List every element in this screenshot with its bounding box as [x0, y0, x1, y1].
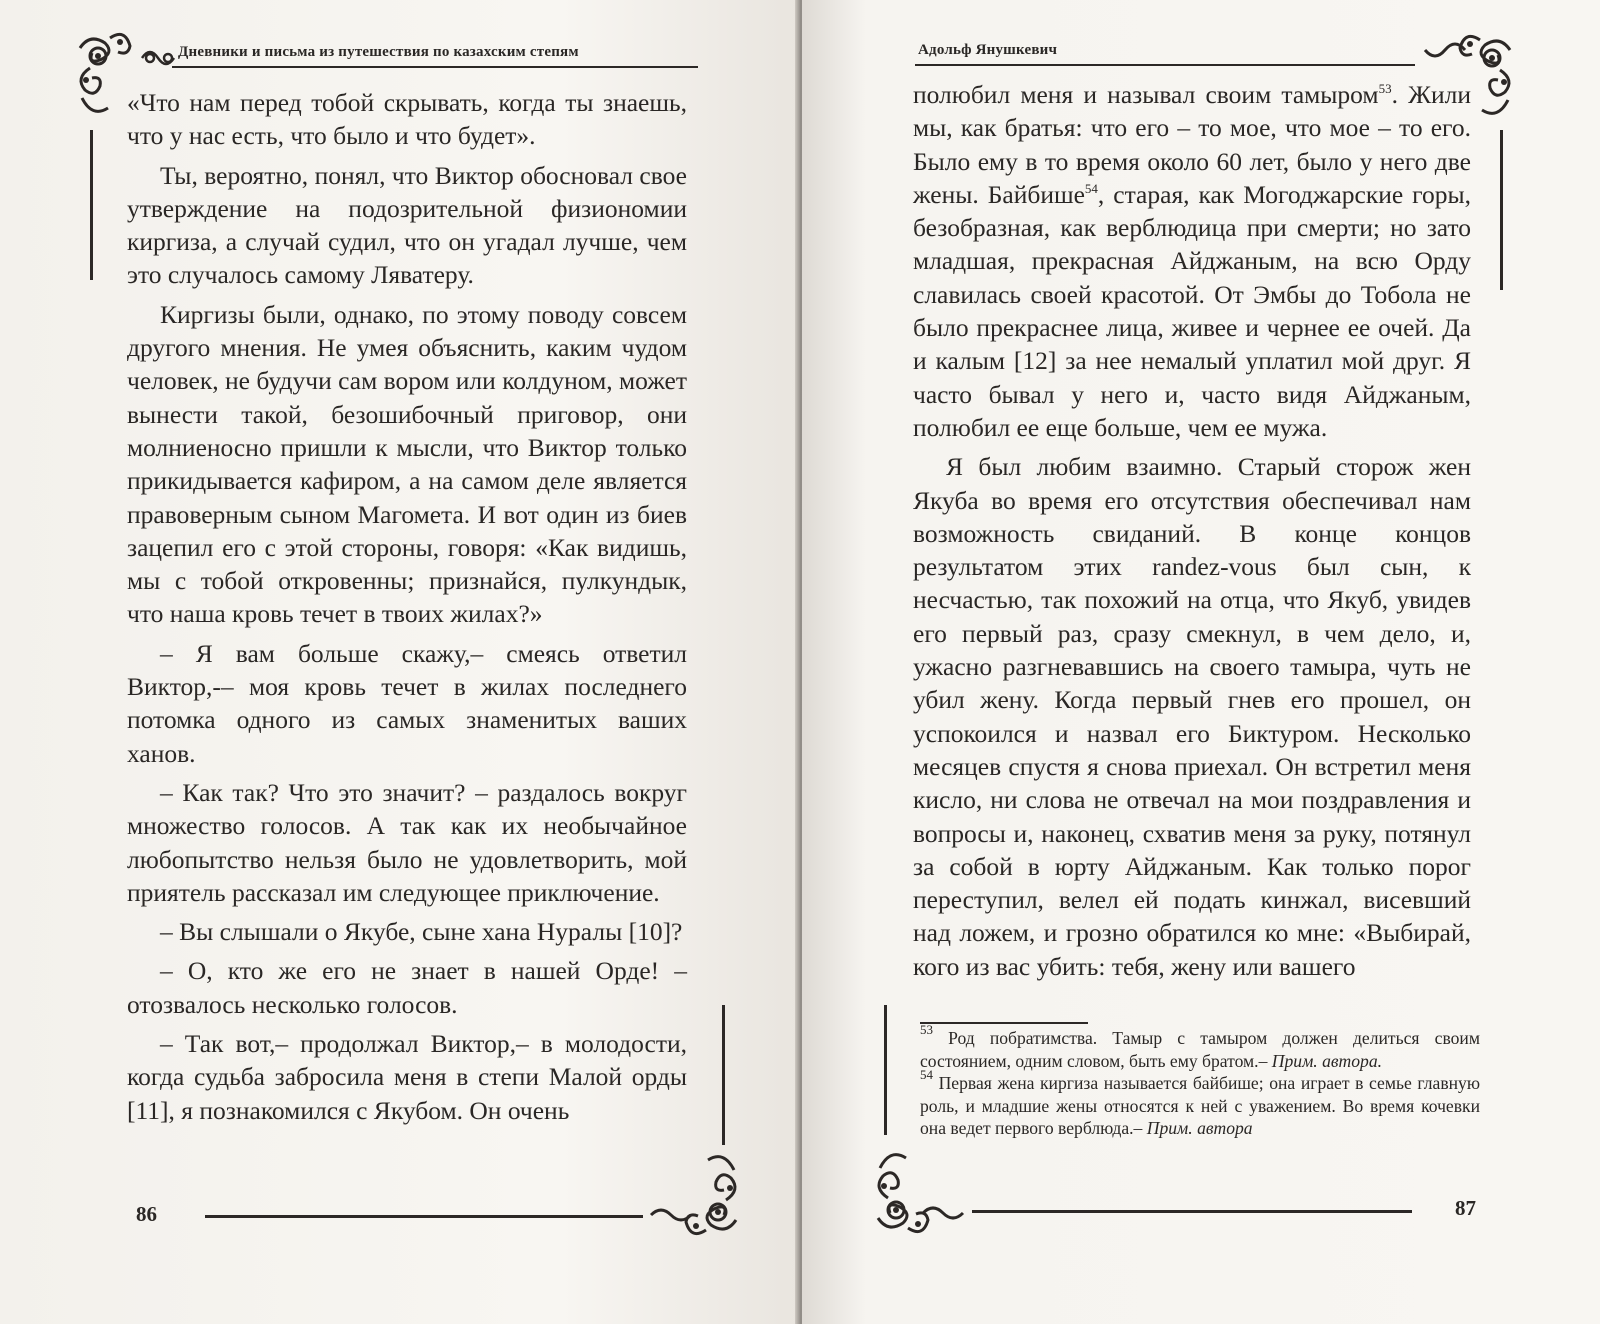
paragraph: – Вы слышали о Якубе, сыне хана Нуралы [10]? [160, 917, 683, 947]
footnote-ref: 54 [1084, 180, 1098, 196]
paragraph: Я был любим взаимно. Старый сторож жен Якуба во время его отсутствия обеспечивал нам возможность свиданий. В конце концов результатом этих randez-vous был сын, к несчастью, так похожий на отца, что Якуб, увидев его первый раз, сразу смекнул, в чем дело, и, ужасно разгневавшись на своего тамыра, чуть не убил жену. Когда первый гнев его прошел, он успокоился и назвал его Биктуром. Несколько месяцев спустя я снова приехал. Он встретил меня кисло, ни слова не отвечал на мои поздравления и вопросы и, наконец, схватив меня за руку, потянул за собой в юрту Айджаным. Как только порог переступил, велел ей подать кинжал, висевший над ложем, и грозно обратился ко мне: «Выбирай, кого из вас убить: тебя, жену или вашего [913, 452, 1471, 981]
running-head: Адольф Янушкевич [918, 42, 1058, 58]
footnote-text: Первая жена киргиза называется байбише; она играет в семье главную роль, и младшие жены относятся к ней с уважением. Во время кочевки она ведет первого верблюда.– [920, 1073, 1480, 1139]
footnote-note: Прим. автора. [1271, 1050, 1383, 1071]
footnote [920, 1067, 1480, 1140]
running-head: Дневники и письма из путешествия по казахским степям [178, 44, 579, 60]
paragraph: – Так вот,– продолжал Виктор,– в молодости, когда судьба забросила меня в степи Малой орды [11], я познакомился с Якубом. Он очень [127, 1029, 687, 1125]
ornament-band-icon [140, 44, 180, 77]
paragraph: – Я вам больше скажу,– смеясь ответил Виктор,-– моя кровь течет в жилах последнего потомка одного из самых знаменитых ваших ханов. [127, 638, 687, 768]
footnote-text: Род побратимства. Тамыр с тамыром должен делиться своим состоянием, одним словом, быть ему братом.– [920, 1028, 1480, 1071]
footnote-number: 54 [920, 1067, 933, 1083]
ornament-corner-icon [868, 1138, 968, 1243]
footnote-ref: 53 [1378, 81, 1392, 96]
footnote-number: 53 [920, 1022, 933, 1037]
margin-bar [722, 1005, 725, 1145]
paragraph: Ты, вероятно, понял, что Виктор обосновал свое утверждение на подозрительной физиономии киргиза, а случай судил, что он угадал лучше, чем это случалось самому Ляватеру. [127, 160, 687, 290]
body-text [127, 86, 687, 1127]
footnote-rule [920, 1022, 1088, 1024]
footnote-note: Прим. автора [1146, 1118, 1253, 1139]
footnotes [920, 1022, 1480, 1140]
header-rule [915, 64, 1415, 66]
text-run: . Жили мы, как братья: что его – то мое, что мое – то его. Было ему в то время около 60 лет, было у него две жены. Байбише [913, 80, 1471, 209]
paragraph: – О, кто же его не знает в нашей Орде! – отозвалось несколько голосов. [127, 956, 687, 1019]
paragraph [913, 78, 1471, 444]
margin-bar [90, 130, 93, 280]
header-rule [172, 66, 698, 68]
paragraph: – Как так? Что это значит? – раздалось вокруг множество голосов. А так как их необычайное любопытство нельзя было не удовлетворить, мой приятель рассказал им следующее приключение. [127, 777, 687, 907]
ornament-corner-icon [646, 1140, 746, 1245]
text-run: , старая, как Могоджарские горы, безобразная, как верблюдица при смерти; но зато младшая, прекрасная Айджаным, на всю Орду славилась своей красотой. От Эмбы до Тобола не было прекраснее лица, живее и чернее ее очей. Да и калым [12] за нее немалый уплатил мой друг. Я часто бывал у него и, часто видя Айджаным, полюбил ее еще больше, чем ее мужа. [913, 179, 1471, 442]
footer-rule [205, 1215, 643, 1218]
margin-bar [884, 1005, 887, 1135]
footer-rule [972, 1210, 1412, 1213]
margin-bar [1500, 130, 1503, 290]
body-text [913, 78, 1471, 983]
page-number: 87 [1455, 1196, 1476, 1220]
text-run: полюбил меня и называл своим тамыром [913, 80, 1379, 109]
page-number: 86 [136, 1202, 157, 1226]
paragraph: Киргизы были, однако, по этому поводу совсем другого мнения. Не умея объяснить, каким чудом человек, не будучи сам вором или колдуном, может вынести такой, безошибочный приговор, они молниеносно пришли к мысли, что Виктор только прикидывается кафиром, а на самом деле является правоверным сыном Магомета. И вот один из биев зацепил его с этой стороны, говоря: «Как видишь, мы с тобой откровенны; признайся, пулкундык, что наша кровь течет в твоих жилах?» [127, 299, 687, 629]
left-page [0, 0, 798, 1324]
footnote [920, 1022, 1480, 1072]
paragraph: «Что нам перед тобой скрывать, когда ты знаешь, что у нас есть, что было и что будет». [127, 88, 687, 151]
